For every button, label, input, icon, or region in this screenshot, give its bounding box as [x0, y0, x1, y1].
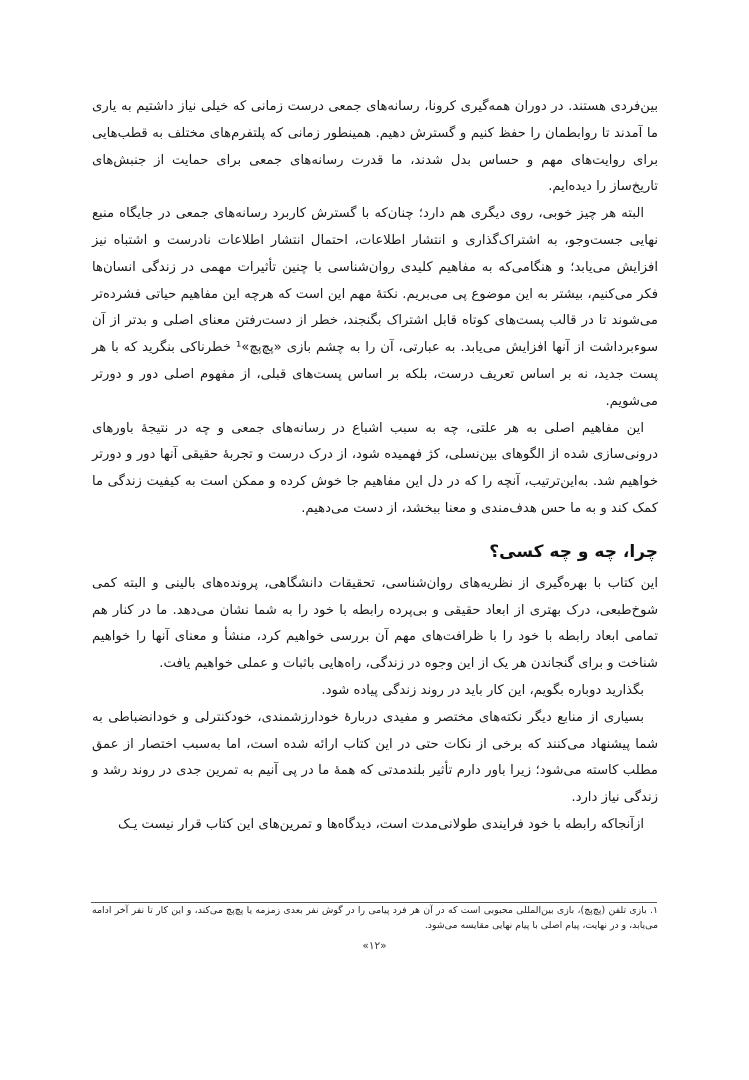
page-body [92, 94, 658, 839]
footnote: ۱. بازی تلفن (پچ‌پچ)، بازی بین‌المللی محبوبی است که در آن هر فرد پیامی را در گوش نفر بعدی زمزمه یا پچ‌پچ می‌کند، و این کار تا نفر آخر ادامه می‌یابد، و در نهایت، پیام اصلی با پیام نهایی مقایسه می‌شود. [92, 905, 658, 931]
paragraph-repeat: بگذارید دوباره بگویم، این کار باید در روند زندگی پیاده شود. [321, 682, 644, 698]
paragraph-long-process: ازآنجاکه رابطه با خود فرایندی طولانی‌مدت است، دیدگاه‌ها و تمرین‌های این کتاب قرار نیست یـک [118, 816, 644, 832]
page-number: «۱۲» [362, 940, 387, 952]
paragraph-book-intro: این کتاب با بهره‌گیری از نظریه‌های روان‌شناسی، تحقیقات دانشگاهی، پرونده‌های بالینی و البته کمی شوخ‌طبعی، درک بهتری از ابعاد حقیقی و بی‌پرده رابطه با خود را به شما نشان می‌دهد. ما در کنار هم تمامی ابعاد رابطه با خود را با ظرافت‌های مهم آن بررسی خواهیم کرد، منشأ و معنای آنها را خواهیم شناخت و برای گنجاندن هر یک از این وجوه در زندگی، راه‌هایی باثبات و عملی خواهیم یافت. [92, 575, 658, 672]
section-heading: چرا، چه و چه کسی؟ [489, 541, 658, 562]
paragraph-misunderstanding: این مفاهیم اصلی به هر علتی، چه به سبب اشباع در رسانه‌های جمعی و چه در نتیجهٔ باورهای درونی‌سازی شده از الگوهای بین‌نسلی، کژ فهمیده شود، از درک درست و تجربهٔ حقیقی آنها دور و دورتر خواهیم شد. به‌این‌ترتیب، آنچه را که در دل این مفاهیم جا خوش کرده و ممکن است به کیفیت زندگی ما کمک کند و به ما حس هدف‌مندی و معنا ببخشد، از دست می‌دهیم. [92, 420, 658, 516]
footnote-divider [91, 902, 657, 903]
paragraph-media-downside: البته هر چیز خوبی، روی دیگری هم دارد؛ چنان‌که با گسترش کاربرد رسانه‌های جمعی در جایگاه منبع نهایی جست‌وجو، به اشتراک‌گذاری و انتشار اطلاعات، احتمال انتشار اطلاعات نادرست و اشتباه نیز افزایش می‌یابد؛ و هنگامی‌که به مفاهیم کلیدی روان‌شناسی با چنین تأثیرات مهمی در زندگی انسان‌ها فکر می‌کنیم، بیشتر به این موضوع پی می‌بریم. نکتهٔ مهم این است که هرچه این مفاهیم حیاتی فشرده‌تر می‌شوند تا در قالب پست‌های کوتاه قابل اشتراک بگنجند، خطر از دست‌رفتن معنای اصلی و بدتر از آن سوءبرداشت از آنها افزایش می‌یابد. به عبارتی، آن را به چشم بازی «پچ‌پچ»¹ خطرناکی بنگرید که با هر پست جدید، نه بر اساس تعریف درست، بلکه بر اساس پست‌های قبلی، از مفهوم اصلی دور و دورتر می‌شویم. [92, 206, 658, 409]
paragraph-other-sources: بسیاری از منابع دیگر نکته‌های مختصر و مفیدی دربارهٔ خودارزشمندی، خودکنترلی و خودانضباطی به شما پیشنهاد می‌کنند که برخی از نکات حتی در این کتاب ارائه شده است، اما به‌سبب اختصار از عمق مطلب کاسته می‌شود؛ زیرا باور دارم تأثیر بلندمدتی که همهٔ ما در پی آنیم به تمرین جدی در روند رشد و زندگی نیاز دارد. [92, 709, 658, 806]
paragraph-covid-media: بین‌فردی هستند. در دوران همه‌گیری کرونا، رسانه‌های جمعی درست زمانی که خیلی نیاز داشتیم به یاری ما آمدند تا روابطمان را حفظ کنیم و گسترش دهیم. همینطور زمانی که پلتفرم‌های مختلف به قطب‌هایی برای روایت‌های مهم و حساس بدل شدند، ما قدرت رسانه‌های جمعی برای حمایت از جنبش‌های تاریخ‌ساز را دیده‌ایم. [92, 99, 658, 195]
